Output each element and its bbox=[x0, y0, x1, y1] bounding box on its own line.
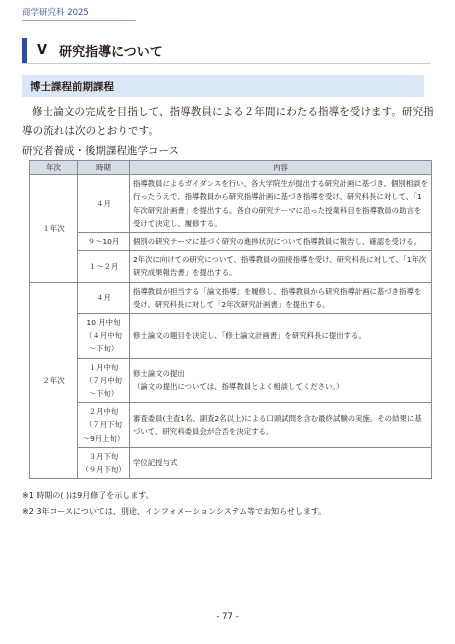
period-line: １月中旬 bbox=[88, 362, 119, 372]
subheading: 博士課程前期課程 bbox=[22, 75, 424, 97]
schedule-table bbox=[29, 160, 432, 479]
period-cell bbox=[78, 314, 130, 359]
table-header-row bbox=[30, 161, 432, 175]
period-line: ～下旬） bbox=[88, 344, 119, 354]
period-cell: ４月 bbox=[78, 175, 130, 233]
content-cell: 指導教員によるガイダンスを行い、各大学院生が提出する研究計画に基づき、個別相談を行ったうえで、指導教員から研究指導計画に基づき指導を受け、研究科長に対して、「1年次研究計画書」を提出する。各自の研究テーマに沿った授業科目を指導教員の助言を受けて決定し、履修する。 bbox=[130, 175, 432, 233]
section-title bbox=[22, 38, 431, 64]
period-cell: ９～10月 bbox=[78, 233, 130, 251]
table-row bbox=[30, 282, 432, 313]
content-line: （論文の提出については、指導教員とよく相談してください。） bbox=[133, 382, 344, 392]
content-cell: 指導教員が担当する「論文指導」を履修し、指導教員から研究指導計画に基づき指導を受け、研究科長に対して「2年次研究計画書」を提出する。 bbox=[130, 282, 432, 313]
section-number: Ⅴ bbox=[37, 43, 48, 58]
header-rule bbox=[22, 20, 136, 21]
year-cell: ２年次 bbox=[30, 282, 78, 479]
header-year: 年次 bbox=[30, 161, 78, 175]
intro-paragraph: 修士論文の完成を目指して、指導教員による２年間にわたる指導を受けます。研究指導の流れは次のとおりです。 bbox=[22, 106, 434, 137]
period-line: （７月下旬 bbox=[85, 420, 122, 430]
year-cell: １年次 bbox=[30, 175, 78, 282]
table-row bbox=[30, 233, 432, 251]
table-row bbox=[30, 314, 432, 359]
table-caption: 研究者養成・後期課程進学コース bbox=[22, 145, 179, 157]
page-number: - 77 - bbox=[216, 612, 239, 622]
header-content: 内容 bbox=[130, 161, 432, 175]
section-accent-bar bbox=[22, 38, 27, 63]
period-cell bbox=[78, 403, 130, 448]
table-row bbox=[30, 358, 432, 403]
content-cell: 個別の研究テーマに基づく研究の進捗状況について指導教員に報告し、確認を受ける。 bbox=[130, 233, 432, 251]
period-cell bbox=[78, 358, 130, 403]
footnote-1: ※1 時期の( )は9月修了を示します。 bbox=[22, 491, 154, 500]
content-cell bbox=[130, 358, 432, 403]
table-row bbox=[30, 447, 432, 478]
period-line: ～9月上旬） bbox=[82, 433, 125, 443]
period-cell: ４月 bbox=[78, 282, 130, 313]
table-row bbox=[30, 175, 432, 233]
period-line: （９月下旬） bbox=[81, 465, 126, 475]
period-cell: １～２月 bbox=[78, 251, 130, 282]
header-period: 時期 bbox=[78, 161, 130, 175]
running-header: 商学研究科 2025 bbox=[22, 8, 89, 18]
content-cell: 修士論文の題目を決定し、「修士論文計画書」を研究科長に提出する。 bbox=[130, 314, 432, 359]
content-cell: 2年次に向けての研究について、指導教員の面接指導を受け、研究科長に対して、「1年次研究成果報告書」を提出する。 bbox=[130, 251, 432, 282]
table-row bbox=[30, 251, 432, 282]
section-title-text: 研究指導について bbox=[59, 45, 163, 60]
content-cell: 学位記授与式 bbox=[130, 447, 432, 478]
period-line: ３月下旬 bbox=[88, 451, 119, 461]
period-line: （４月中旬 bbox=[85, 331, 122, 341]
table-row bbox=[30, 403, 432, 448]
content-cell: 審査委員(主査1名、副査2名以上)による口頭試問を含む最終試験の実施。その結果に基づいて、研究科委員会が合否を決定する。 bbox=[130, 403, 432, 448]
period-cell bbox=[78, 447, 130, 478]
footnote-2: ※2 3年コースについては、別途、インフォメーションシステム等でお知らせします。 bbox=[22, 507, 327, 516]
period-line: ～下旬） bbox=[88, 389, 119, 399]
period-line: ２月中旬 bbox=[88, 407, 119, 417]
period-line: 10 月中旬 bbox=[86, 318, 121, 328]
period-line: （７月中旬 bbox=[85, 375, 122, 385]
content-line: 修士論文の提出 bbox=[133, 369, 185, 379]
